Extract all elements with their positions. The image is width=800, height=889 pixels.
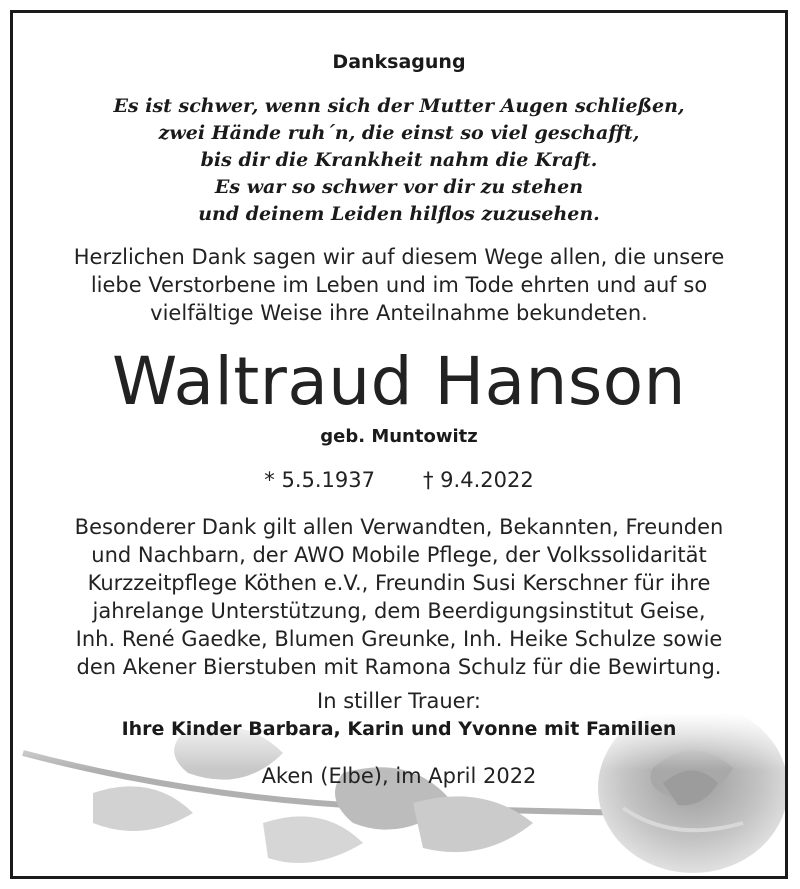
birth-date: * 5.5.1937 (264, 468, 375, 492)
death-date: † 9.4.2022 (423, 468, 534, 492)
special-thanks-line: Besonderer Dank gilt allen Verwandten, Bekannten, Freunden (74, 515, 724, 539)
poem-line: bis dir die Krankheit nahm die Kraft. (200, 149, 598, 171)
special-thanks-line: Kurzzeitpflege Köthen e.V., Freundin Susi Kerschner für ihre (87, 571, 711, 595)
thanks-line: vielfältige Weise ihre Anteilnahme bekundeten. (150, 301, 648, 325)
special-thanks-line: Inh. René Gaedke, Blumen Greunke, Inh. Heike Schulze sowie (75, 627, 723, 651)
notice-frame (10, 10, 788, 879)
thanks-paragraph (13, 243, 785, 327)
poem-line: Es ist schwer, wenn sich der Mutter Augen schließen, (113, 95, 685, 117)
thanks-line: Herzlichen Dank sagen wir auf diesem Wege allen, die unsere (73, 245, 725, 269)
poem (13, 93, 785, 228)
mourning-label: In stiller Trauer: (317, 689, 481, 713)
special-thanks-line: jahrelange Unterstützung, dem Beerdigungsinstitut Geise, (92, 599, 706, 623)
place-date: Aken (Elbe), im April 2022 (261, 764, 537, 788)
poem-line: zwei Hände ruh´n, die einst so viel geschafft, (158, 122, 640, 144)
notice-title: Danksagung (332, 51, 466, 73)
special-thanks-line: und Nachbarn, der AWO Mobile Pflege, der Volkssolidarität (91, 543, 707, 567)
deceased-name: Waltraud Hanson (112, 343, 686, 420)
life-dates (13, 468, 785, 492)
thanks-line: liebe Verstorbene im Leben und im Tode ehrten und auf so (90, 273, 708, 297)
poem-line: Es war so schwer vor dir zu stehen (214, 176, 584, 198)
birth-name: geb. Muntowitz (320, 426, 478, 447)
special-thanks-line: den Akener Bierstuben mit Ramona Schulz für die Bewirtung. (76, 655, 722, 679)
poem-line: und deinem Leiden hilflos zuzusehen. (198, 203, 600, 225)
special-thanks (13, 513, 785, 681)
family-signature: Ihre Kinder Barbara, Karin und Yvonne mit Familien (121, 718, 677, 740)
